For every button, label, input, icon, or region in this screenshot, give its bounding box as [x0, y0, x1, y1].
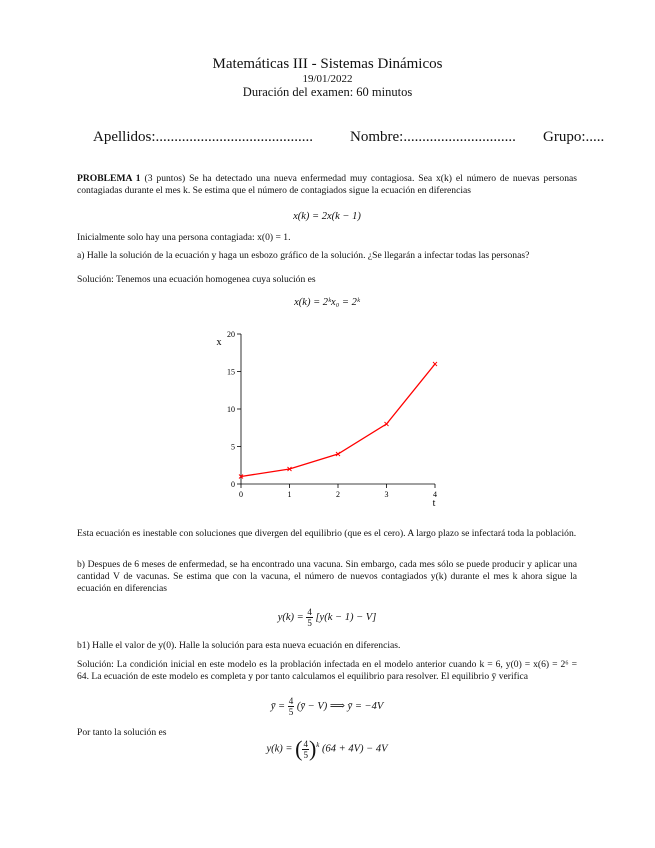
data-point-1	[288, 467, 292, 471]
eq5-denominator: 5	[303, 749, 308, 760]
eq5-numerator: 4	[303, 738, 308, 749]
series-line	[241, 364, 435, 477]
part-b1-solution: Solución: La condición inicial en este modelo es la problación infectada en el modelo anterior cuando k = 6, y(0) = x(6) = 2⁶ = 64. La ecuación de este modelo es completa y por tanto calculamos el equilibrio para resolver. El equilibrio ȳ verifica	[77, 659, 577, 682]
eq3-denominator: 5	[307, 618, 312, 628]
equation-4	[77, 696, 577, 717]
eq5-left-paren: (	[295, 736, 303, 761]
exam-title: Matemáticas III - Sistemas Dinámicos	[212, 56, 443, 72]
data-point-3	[385, 422, 389, 426]
part-a-conclusion: Esta ecuación es inestable con soluciones que divergen del equilibrio (que es el cero). A largo plazo se infectará toda la población.	[77, 528, 577, 539]
part-a-question: a) Halle la solución de la ecuación y haga un esbozo gráfico de la solución. ¿Se llegarán a infectar todas las personas?	[77, 250, 530, 261]
group-field: Grupo:.....	[543, 129, 605, 145]
data-point-2	[336, 452, 340, 456]
y-tick-label-0: 0	[231, 480, 235, 489]
x-tick-label-1: 1	[287, 490, 292, 499]
y-tick-label-1: 5	[231, 442, 235, 452]
solution-intro: Por tanto la solución es	[77, 727, 167, 738]
part-a-solution-intro: Solución: Tenemos una ecuación homogenea cuya solución es	[77, 274, 316, 285]
equation-2: x(k) = 2ᵏx₀ = 2ᵏ	[294, 297, 360, 308]
x-tick-label-2: 2	[336, 490, 340, 499]
x-tick-label-4: 4	[433, 490, 437, 499]
surname-field: Apellidos:..........................................	[93, 129, 313, 145]
part-b1-question: b1) Halle el valor de y(0). Halle la solución para esta nueva ecuación en diferencias.	[77, 640, 401, 651]
problem-text: (3 puntos) Se ha detectado una nueva enfermedad muy contagiosa. Sea x(k) el número de nuevas personas contagiadas durante el mes k. Se estima que el número de contagiados sigue la ecuación en diferencias	[77, 173, 577, 196]
y-tick-label-3: 15	[227, 367, 235, 377]
eq3-lhs: y(k) =	[277, 611, 304, 623]
data-point-4	[433, 362, 437, 366]
name-field: Nombre:..............................	[350, 129, 516, 145]
equation-3	[77, 607, 577, 628]
eq5-rhs: (64 + 4V) − 4V	[322, 743, 388, 755]
eq3-fraction	[306, 607, 313, 628]
eq4-rhs: (ȳ − V) ⟹ ȳ = −4V	[296, 700, 384, 712]
initial-condition: Inicialmente solo hay una persona contagiada: x(0) = 1.	[77, 232, 291, 243]
problem-statement	[77, 173, 577, 197]
problem-heading: PROBLEMA 1	[77, 173, 141, 184]
exam-duration: Duración del examen: 60 minutos	[242, 85, 413, 99]
x-tick-label-0: 0	[239, 490, 243, 499]
x-axis-label: t	[432, 498, 436, 509]
eq5-lhs: y(k) =	[266, 743, 293, 755]
eq4-fraction	[288, 696, 295, 717]
y-tick-label-2: 10	[227, 405, 235, 414]
y-tick-label-4: 20	[227, 330, 235, 339]
part-b-question: b) Despues de 6 meses de enfermedad, se ha encontrado una vacuna. Sin embargo, cada mes sólo se puede producir y aplicar una cantidad V de vacunas. Se estima que con la vacuna, el número de nuevos contagiados y(k) durante el mes k ahora sigue la ecuación en diferencias	[77, 559, 577, 594]
x-tick-label-3: 3	[384, 490, 389, 499]
eq4-numerator: 4	[288, 696, 294, 706]
eq4-denominator: 5	[288, 707, 294, 717]
exam-date: 19/01/2022	[302, 73, 353, 85]
data-point-0	[239, 475, 243, 479]
equation-5	[77, 736, 577, 762]
equation-1: x(k) = 2x(k − 1)	[293, 211, 361, 222]
eq5-exponent: k	[316, 740, 320, 749]
y-axis-label: x	[216, 337, 222, 348]
eq3-rhs: [y(k − 1) − V]	[315, 611, 377, 623]
eq3-numerator: 4	[307, 607, 312, 617]
eq4-lhs: ȳ =	[270, 700, 286, 712]
eq5-right-paren: )	[308, 736, 317, 761]
